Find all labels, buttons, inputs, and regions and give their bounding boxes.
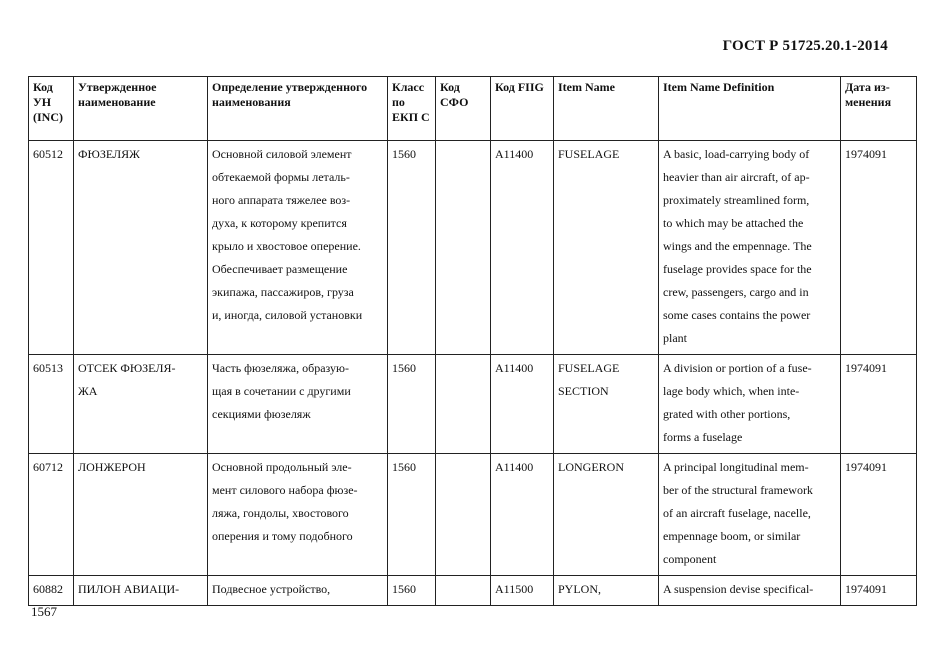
- cell-change-date: 1974091: [841, 355, 917, 454]
- cell-change-date: 1974091: [841, 454, 917, 576]
- cell-definition: Основной продольный эле- мент силового набора фюзе- ляжа, гондолы, хвостового оперения и тому подобного: [208, 454, 388, 576]
- cell-approved-name: ФЮЗЕЛЯЖ: [74, 141, 208, 355]
- cell-fiig: A11400: [491, 454, 554, 576]
- col-header-item-name: Item Name: [554, 77, 659, 141]
- cell-approved-name: ПИЛОН АВИАЦИ-: [74, 576, 208, 606]
- cell-sfo: [436, 454, 491, 576]
- cell-sfo: [436, 141, 491, 355]
- table-row: [29, 141, 917, 355]
- cell-inc: 60712: [29, 454, 74, 576]
- cell-item-definition: A principal longitudinal mem- ber of the structural framework of an aircraft fuselage, nacelle, empennage boom, or similar component: [659, 454, 841, 576]
- col-header-inc: Код УН (INC): [29, 77, 74, 141]
- cell-class: 1560: [388, 576, 436, 606]
- cell-sfo: [436, 355, 491, 454]
- col-header-change-date: Дата из- менения: [841, 77, 917, 141]
- col-header-item-definition: Item Name Definition: [659, 77, 841, 141]
- cell-class: 1560: [388, 355, 436, 454]
- cell-class: 1560: [388, 454, 436, 576]
- cell-definition: Подвесное устройство,: [208, 576, 388, 606]
- col-header-fiig: Код FIIG: [491, 77, 554, 141]
- header-row: [29, 77, 917, 141]
- cell-item-definition: A suspension devise specifical-: [659, 576, 841, 606]
- page-number: 1567: [31, 604, 57, 619]
- cell-approved-name: ОТСЕК ФЮЗЕЛЯ- ЖА: [74, 355, 208, 454]
- cell-inc: 60513: [29, 355, 74, 454]
- cell-approved-name: ЛОНЖЕРОН: [74, 454, 208, 576]
- cell-item-definition: A division or portion of a fuse- lage body which, when inte- grated with other portions, forms a fuselage: [659, 355, 841, 454]
- cell-fiig: A11400: [491, 355, 554, 454]
- cell-item-name: FUSELAGE: [554, 141, 659, 355]
- table-row: [29, 355, 917, 454]
- col-header-class: Класс по ЕКП С: [388, 77, 436, 141]
- cell-sfo: [436, 576, 491, 606]
- cell-item-definition: A basic, load-carrying body of heavier than air aircraft, of ap- proximately streamlined form, to which may be attached the wings and the empennage. The fuselage provides space for the crew, passengers, cargo and in some cases contains the power plant: [659, 141, 841, 355]
- cell-item-name: PYLON,: [554, 576, 659, 606]
- cell-item-name: FUSELAGE SECTION: [554, 355, 659, 454]
- standard-number: ГОСТ Р 51725.20.1-2014: [722, 38, 888, 54]
- cell-definition: Часть фюзеляжа, образую- щая в сочетании с другими секциями фюзеляж: [208, 355, 388, 454]
- cell-inc: 60882: [29, 576, 74, 606]
- cell-definition: Основной силовой элемент обтекаемой формы леталь- ного аппарата тяжелее воз- духа, к которому крепится крыло и хвостовое оперение. Обеспечивает размещение экипажа, пассажиров, груза и, иногда, силовой установки: [208, 141, 388, 355]
- col-header-definition: Определение утвержденного наименования: [208, 77, 388, 141]
- cell-inc: 60512: [29, 141, 74, 355]
- cell-change-date: 1974091: [841, 576, 917, 606]
- cell-fiig: A11500: [491, 576, 554, 606]
- cell-class: 1560: [388, 141, 436, 355]
- cell-change-date: 1974091: [841, 141, 917, 355]
- catalog-table: [28, 76, 917, 606]
- col-header-sfo: Код СФО: [436, 77, 491, 141]
- table-row: [29, 576, 917, 606]
- cell-fiig: A11400: [491, 141, 554, 355]
- cell-item-name: LONGERON: [554, 454, 659, 576]
- col-header-approved-name: Утвержденное наименование: [74, 77, 208, 141]
- table-row: [29, 454, 917, 576]
